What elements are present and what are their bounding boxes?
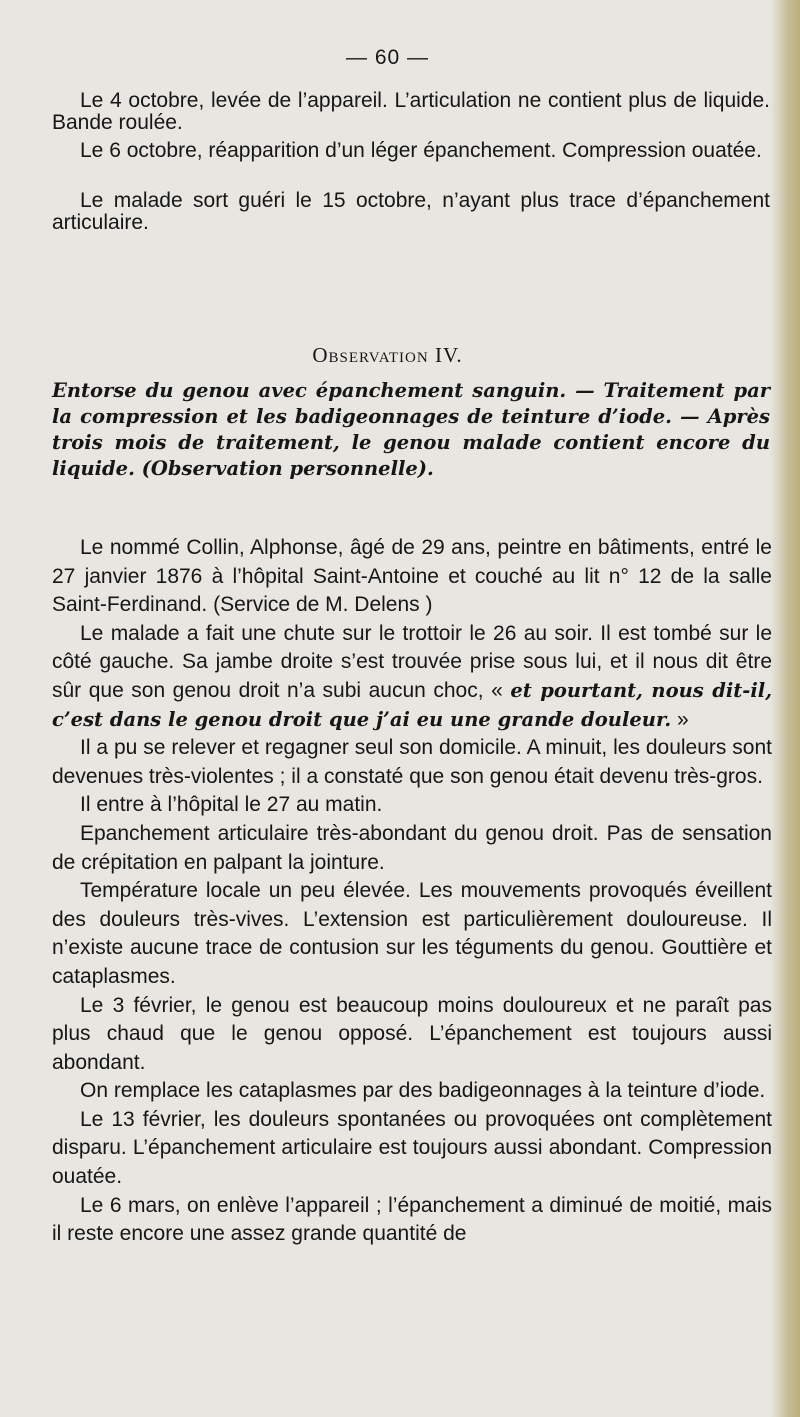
body-paragraph: Il entre à l’hôpital le 27 au matin. <box>80 793 383 817</box>
body-paragraph: Température locale un peu élevée. Les mouvements provoqués éveillent des douleurs très-vives. L’extension est particulièrement douloureuse. Il n’existe aucune trace de contusion sur les téguments du genou. Gouttière et cataplasmes. <box>52 879 772 988</box>
observation-heading: Observation IV. <box>312 343 463 367</box>
page-edge <box>770 0 800 1417</box>
body-paragraph <box>52 620 772 734</box>
body-paragraph: Le nommé Collin, Alphonse, âgé de 29 ans, peintre en bâtiments, entré le 27 janvier 1876 à l’hôpital Saint-Antoine et couché au lit n° 12 de la salle Saint-Ferdinand. (Service de M. Delens ) <box>52 536 772 617</box>
body-paragraph: Il a pu se relever et regagner seul son domicile. A minuit, les douleurs sont devenues très-violentes ; il a constaté que son genou était devenu très-gros. <box>52 736 772 788</box>
paragraph-oct-6: Le 6 octobre, réapparition d’un léger épanchement. Compression ouatée. <box>80 139 762 162</box>
quote-close: » <box>671 707 689 731</box>
body-paragraph: Le 3 février, le genou est beaucoup moins douloureux et ne paraît pas plus chaud que le genou opposé. L’épanchement est toujours aussi abondant. <box>52 993 772 1074</box>
body-paragraph: Epanchement articulaire très-abondant du genou droit. Pas de sensation de crépitation en palpant la jointure. <box>52 821 772 874</box>
body-paragraph: Le 13 février, les douleurs spontanées ou provoquées ont complètement disparu. L’épanchement articulaire est toujours aussi abondant. Compression ouatée. <box>52 1107 772 1189</box>
body-text: Le malade a fait une chute sur le trottoir le 26 au soir. Il est tombé sur le côté gauche. Sa jambe droite s’est trouvée prise sous lui, et il nous dit être sûr que son genou droit n’a subi aucun choc, « <box>52 621 772 702</box>
observation-summary: Entorse du genou avec épanchement sanguin. — Traitement par la compression et les badigeonnages de teinture d’iode. — Après trois mois de traitement, le genou malade contient encore du liquide. (Observation personnelle). <box>52 379 770 480</box>
paragraph-discharge: Le malade sort guéri le 15 octobre, n’ayant plus trace d’épanchement articulaire. <box>52 189 770 234</box>
page-number: — 60 — <box>345 46 430 69</box>
body-paragraph: Le 6 mars, on enlève l’appareil ; l’épanchement a diminué de moitié, mais il reste encore une assez grande quantité de <box>52 1193 772 1246</box>
patient-quote: et pourtant, nous dit-il, c’est dans le genou droit que j’ai eu une grande douleur. <box>52 678 772 731</box>
body-paragraph: On remplace les cataplasmes par des badigeonnages à la teinture d’iode. <box>80 1079 766 1103</box>
observation-body <box>52 534 772 1249</box>
paragraph-oct-4: Le 4 octobre, levée de l’appareil. L’articulation ne contient plus de liquide. Bande roulée. <box>52 89 770 134</box>
